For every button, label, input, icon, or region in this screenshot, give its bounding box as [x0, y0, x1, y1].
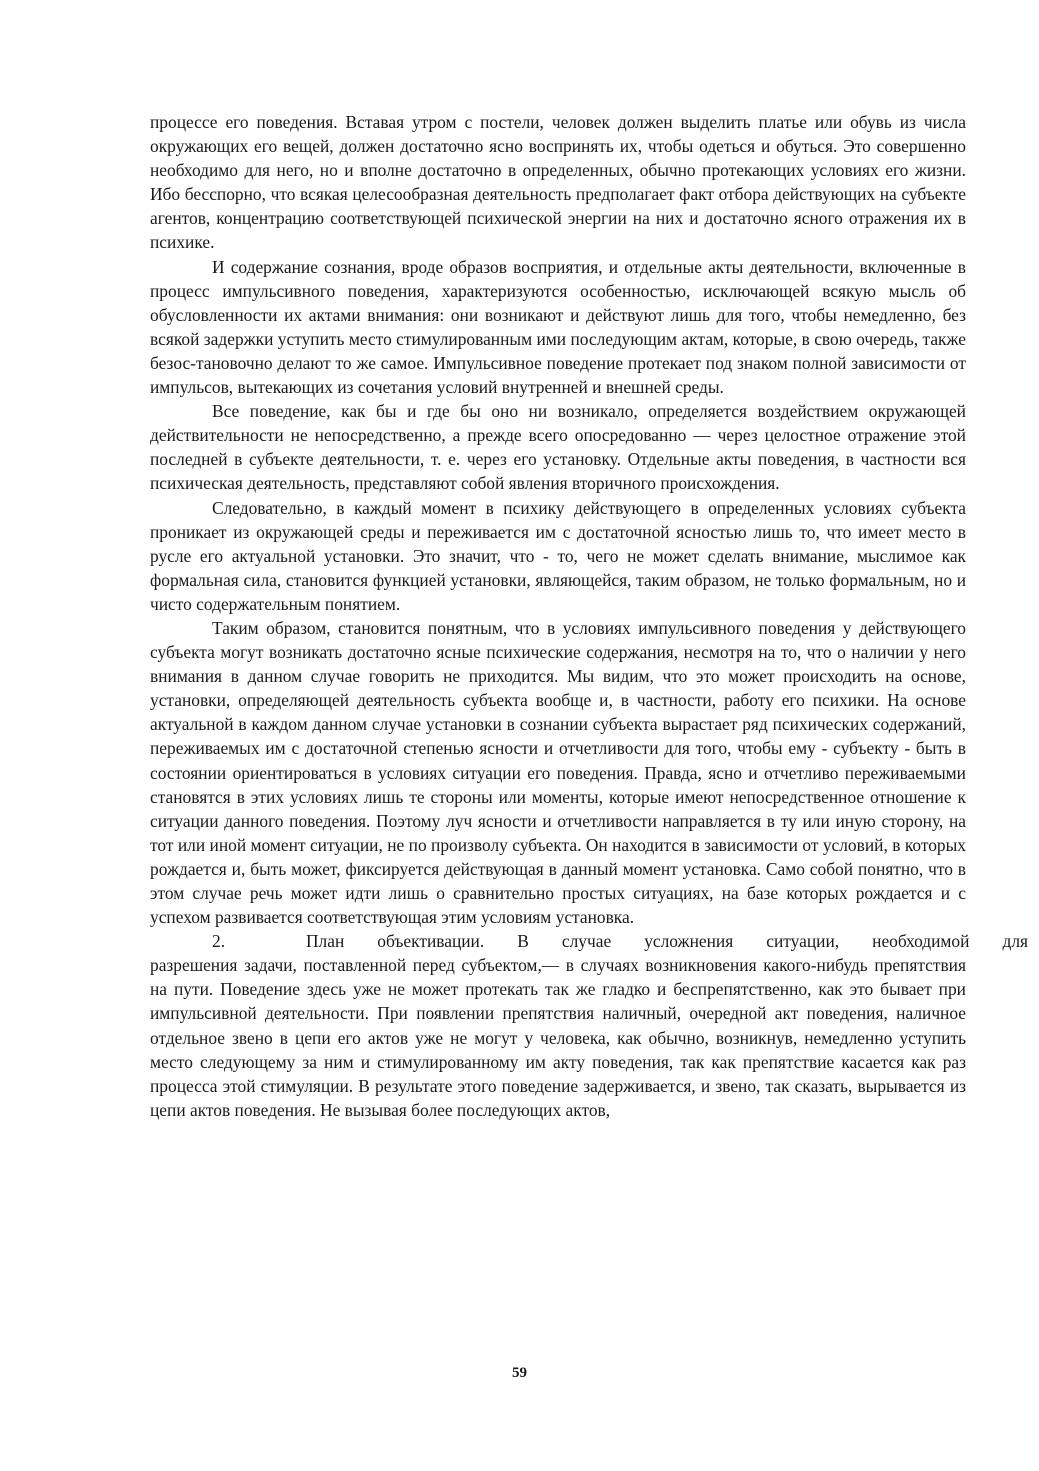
word: случае — [561, 931, 612, 952]
word: необходимой — [872, 931, 970, 952]
paragraph-all-behavior: Все поведение, как бы и где бы оно ни возникало, определяется воздействием окружающей действительности не непосредственно, а прежде всего опосредованно — через целостное отражение этой последней в субъекте деятельности, т. е. через его установку. Отдельные акты поведения, в частности вся психическая деятельность, представляют собой явления вторичного происхождения. — [150, 401, 966, 494]
numbered-section-first-line — [150, 929, 1028, 953]
word: объективации. — [377, 931, 485, 952]
word: усложнения — [644, 931, 734, 952]
page-body — [150, 110, 1028, 1122]
section-first-line-words — [306, 929, 1028, 953]
paragraph-continued: процессе его поведения. Вставая утром с постели, человек должен выделить платье или обувь из числа окружающих его вещей, должен достаточно ясно воспринять их, чтобы одеться и обуться. Это совершенно необходимо для него, но и вполне достаточно в определенных, обычно протекающих условиях его жизни. Ибо бесспорно, что всякая целесообразная деятельность предполагает факт отбора действующих на субъекте агентов, концентрацию соответствующей психической энергии на них и достаточно ясного отражения их в психике. — [150, 112, 966, 253]
paragraph-consequently: Следовательно, в каждый момент в психику действующего в определенных условиях субъекта проникает из окружающей среды и переживается им с достаточной ясностью лишь то, что имеет место в русле его актуальной установки. Это значит, что - то, чего не может сделать внимание, мыслимое как формальная сила, становится функцией установки, являющейся, таким образом, не только формальным, но и чисто содержательным понятием. — [150, 497, 966, 614]
numbered-section-text: разрешения задачи, поставленной перед субъектом,— в случаях возникновения какого-нибудь препятствия на пути. Поведение здесь уже не может протекать так же гладко и беспрепятственно, как это бывает при импульсивной деятельности. При появлении препятствия наличный, очередной акт поведения, наличное отдельное звено в цепи его актов уже не могут у человека, как обычно, возникнув, немедленно уступить место следующему за ним и стимулированному им акту поведения, так как препятствие касается как раз процесса этой стимуляции. В результате этого поведение задерживается, и звено, так сказать, вырывается из цепи актов поведения. Не вызывая более последующих актов, — [150, 955, 966, 1120]
section-number: 2. — [212, 931, 226, 952]
page-number: 59 — [512, 1365, 527, 1381]
numbered-section-objectivation — [150, 929, 1028, 1122]
word: План — [306, 931, 345, 952]
paragraph-thus: Таким образом, становится понятным, что в условиях импульсивного поведения у действующего субъекта могут возникать достаточно ясные психические содержания, несмотря на то, что о наличии у него внимания в данном случае говорить не приходится. Мы видим, что это может происходить на основе, установки, определяющей деятельность субъекта вообще и, в частности, работу его психики. На основе актуальной в каждом данном случае установки в сознании субъекта вырастает ряд психических содержаний, переживаемых им с достаточной степенью ясности и отчетливости для того, чтобы ему - субъекту - быть в состоянии ориентироваться в условиях ситуации его поведения. Правда, ясно и отчетливо переживаемыми становятся в этих условиях лишь те стороны или моменты, которые имеют непосредственное отношение к ситуации данного поведения. Поэтому луч ясности и отчетливости направляется в ту или иную сторону, на тот или иной момент ситуации, не по произволу субъекта. Он находится в зависимости от условий, в которых рождается и, быть может, фиксируется действующая в данный момент установка. Само собой понятно, что в этом случае речь может идти лишь о сравнительно простых ситуациях, на базе которых рождается и с успехом развивается соответствующая этим условиям установка. — [150, 617, 966, 928]
paragraph-content-of-consciousness: И содержание сознания, вроде образов восприятия, и отдельные акты деятельности, включенные в процесс импульсивного поведения, характеризуются особенностью, исключающей всякую мысль об обусловленности их актами внимания: они возникают и действуют лишь для того, чтобы немедленно, без всякой задержки уступить место стимулированным ими последующим актам, которые, в свою очередь, также безос-тановочно делают то же самое. Импульсивное поведение протекает под знаком полной зависимости от импульсов, вытекающих из сочетания условий внутренней и внешней среды. — [150, 256, 966, 398]
word: ситуации, — [766, 931, 840, 952]
word: для — [1002, 931, 1028, 952]
word: В — [517, 931, 529, 952]
